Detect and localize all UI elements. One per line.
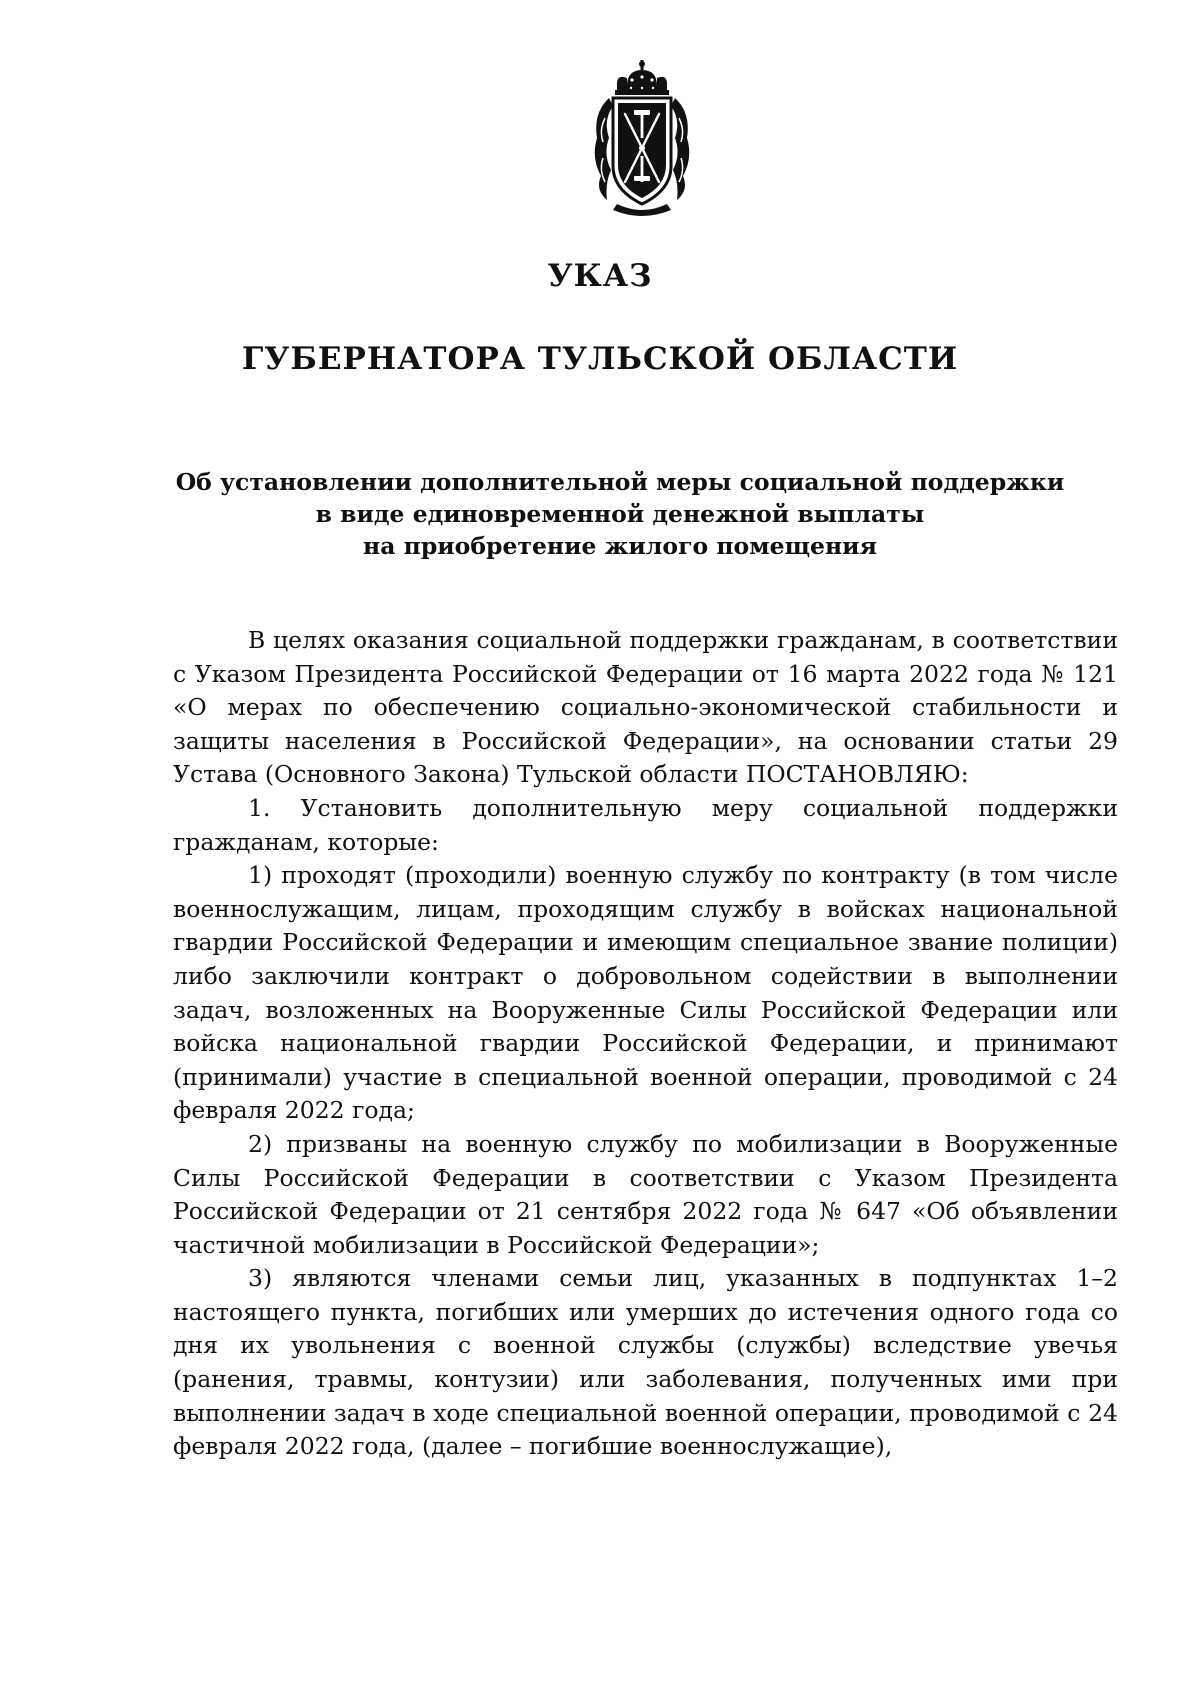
subject-line: в виде единовременной денежной выплаты <box>315 500 925 528</box>
clause-1-paragraph: 1. Установить дополнительную меру социальной поддержки гражданам, которые: <box>173 793 1118 856</box>
document-subject <box>150 466 1090 562</box>
coat-of-arms-emblem <box>587 58 697 218</box>
subclause-1-paragraph: 1) проходят (проходили) военную службу по контракту (в том числе военнослужащим, лицам, проходящим службу в войсках национальной гвардии Российской Федерации и имеющим специальное звание полиции) либо заключили контракт о добровольном содействии в выполнении задач, возложенных на Вооруженные Силы Российской Федерации или войска национальной гвардии Российской Федерации, и принимают (принимали) участие в специальной военной операции, проводимой с 24 февраля 2022 года; <box>173 861 1118 1125</box>
subject-line: на приобретение жилого помещения <box>363 532 877 560</box>
preamble-paragraph: В целях оказания социальной поддержки гражданам, в соответствии с Указом Президента Российской Федерации от 16 марта 2022 года № 121 «О мерах по обеспечению социально-экономической стабильности и защиты населения в Российской Федерации», на основании статьи 29 Устава (Основного Закона) Тульской области ПОСТАНОВЛЯЮ: <box>173 626 1118 789</box>
subject-line: Об установлении дополнительной меры социальной поддержки <box>175 468 1065 496</box>
subclause-2-paragraph: 2) призваны на военную службу по мобилизации в Вооруженные Силы Российской Федерации в соответствии с Указом Президента Российской Федерации от 21 сентября 2022 года № 647 «Об объявлении частичной мобилизации в Российской Федерации»; <box>173 1129 1118 1259</box>
subclause-3-paragraph: 3) являются членами семьи лиц, указанных в подпунктах 1–2 настоящего пункта, погибших или умерших до истечения одного года со дня их увольнения с военной службы (службы) вследствие увечья (ранения, травмы, контузии) или заболевания, полученных ими при выполнении задач в ходе специальной военной операции, проводимой с 24 февраля 2022 года, (далее – погибшие военнослужащие), <box>173 1264 1118 1461</box>
document-issuer: ГУБЕРНАТОРА ТУЛЬСКОЙ ОБЛАСТИ <box>241 341 959 377</box>
document-title: УКАЗ <box>547 258 653 294</box>
document-body <box>173 624 1118 1464</box>
